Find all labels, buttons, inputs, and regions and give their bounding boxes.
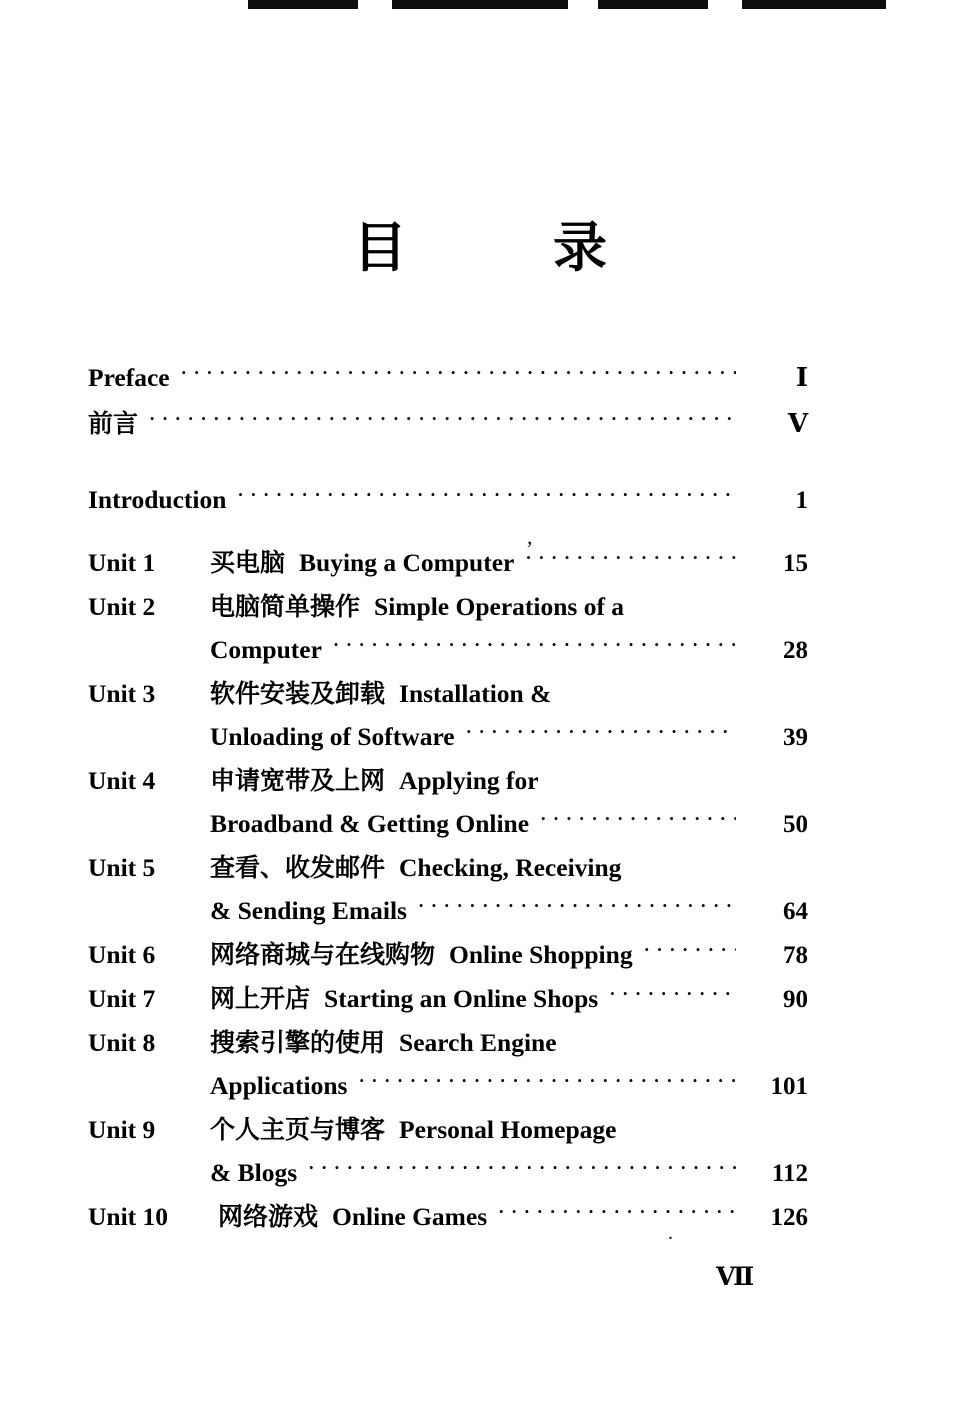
toc-entry-page: 50 bbox=[783, 811, 808, 838]
unit-number: Unit 1 bbox=[88, 548, 156, 577]
leader-dots bbox=[524, 537, 736, 580]
unit-title-en-cont: & Sending Emails bbox=[210, 896, 407, 925]
scan-speck-dot: . bbox=[668, 1222, 673, 1244]
toc-entry-unit-10[interactable] bbox=[88, 1195, 808, 1239]
toc-entry-page: 1 bbox=[795, 487, 808, 514]
toc-entry-page: 101 bbox=[770, 1073, 808, 1100]
unit-title-en: Online Shopping bbox=[449, 940, 633, 969]
unit-title-en-cont: Computer bbox=[210, 635, 322, 664]
toc-entry-page: 90 bbox=[783, 986, 808, 1013]
table-of-contents bbox=[88, 355, 808, 1239]
leader-dots bbox=[539, 798, 736, 841]
leader-dots bbox=[497, 1191, 736, 1234]
unit-title-en: Online Games bbox=[332, 1202, 488, 1231]
unit-title-cn: 申请宽带及上网 bbox=[210, 766, 386, 795]
unit-title-cn: 个人主页与博客 bbox=[210, 1115, 386, 1144]
toc-entry-unit-7[interactable] bbox=[88, 977, 808, 1021]
unit-title-en-cont: & Blogs bbox=[210, 1158, 298, 1187]
toc-entry-unit-4[interactable] bbox=[88, 759, 808, 802]
unit-title-cn: 搜索引擎的使用 bbox=[210, 1028, 386, 1057]
unit-title-cn: 买电脑 bbox=[210, 548, 286, 577]
toc-entry-unit-5-continuation[interactable] bbox=[88, 889, 808, 933]
unit-title-cn: 查看、收发邮件 bbox=[210, 853, 386, 882]
unit-number: Unit 8 bbox=[88, 1028, 156, 1057]
toc-entry-unit-9-continuation[interactable] bbox=[88, 1151, 808, 1195]
toc-entry-page: 15 bbox=[783, 550, 808, 577]
unit-title-en: Personal Homepage bbox=[399, 1115, 617, 1144]
unit-title-en: Search Engine bbox=[399, 1028, 557, 1057]
unit-number: Unit 2 bbox=[88, 592, 156, 621]
unit-title-en: Applying for bbox=[399, 766, 539, 795]
leader-dots bbox=[148, 397, 736, 442]
unit-number: Unit 7 bbox=[88, 984, 156, 1013]
toc-entry-unit-8-continuation[interactable] bbox=[88, 1064, 808, 1108]
toc-entry-qianyan[interactable] bbox=[88, 401, 808, 447]
unit-title-en: Starting an Online Shops bbox=[324, 984, 599, 1013]
toc-entry-page: 112 bbox=[771, 1160, 808, 1187]
unit-title-en: Installation & bbox=[399, 679, 552, 708]
toc-entry-unit-2[interactable] bbox=[88, 585, 808, 628]
unit-title-cn: 电脑简单操作 bbox=[210, 592, 361, 621]
toc-entry-page: 64 bbox=[783, 898, 808, 925]
unit-number: Unit 6 bbox=[88, 940, 156, 969]
toc-entry-label: 前言 bbox=[88, 409, 139, 438]
unit-number: Unit 5 bbox=[88, 853, 156, 882]
leader-dots bbox=[608, 973, 736, 1016]
toc-entry-unit-9[interactable] bbox=[88, 1108, 808, 1151]
leader-dots bbox=[236, 473, 736, 518]
toc-entry-label: Introduction bbox=[88, 485, 227, 514]
toc-entry-page: Ⅴ bbox=[787, 409, 808, 438]
toc-entry-unit-3[interactable] bbox=[88, 672, 808, 715]
toc-entry-page: Ⅰ bbox=[795, 363, 808, 392]
toc-entry-page: 39 bbox=[783, 724, 808, 751]
toc-entry-preface[interactable] bbox=[88, 355, 808, 401]
page-folio: Ⅶ bbox=[715, 1264, 755, 1291]
unit-number: Unit 4 bbox=[88, 766, 156, 795]
toc-entry-unit-1[interactable] bbox=[88, 541, 808, 585]
unit-title-en-cont: Unloading of Software bbox=[210, 722, 455, 751]
leader-dots bbox=[643, 929, 736, 972]
unit-number: Unit 3 bbox=[88, 679, 156, 708]
leader-dots bbox=[180, 351, 736, 396]
unit-number: Unit 9 bbox=[88, 1115, 156, 1144]
unit-title-en-cont: Applications bbox=[210, 1071, 348, 1100]
scan-speck-comma: , bbox=[527, 524, 533, 549]
unit-title-en: Checking, Receiving bbox=[399, 853, 622, 882]
unit-title-cn: 网上开店 bbox=[210, 984, 311, 1013]
toc-entry-page: 78 bbox=[783, 942, 808, 969]
toc-entry-unit-6[interactable] bbox=[88, 933, 808, 977]
toc-entry-unit-4-continuation[interactable] bbox=[88, 802, 808, 846]
unit-title-cn: 网络商城与在线购物 bbox=[210, 940, 436, 969]
leader-dots bbox=[357, 1060, 736, 1103]
unit-title-en-cont: Broadband & Getting Online bbox=[210, 809, 530, 838]
unit-title-en: Simple Operations of a bbox=[374, 592, 625, 621]
toc-entry-page: 28 bbox=[783, 637, 808, 664]
leader-dots bbox=[417, 885, 736, 928]
toc-entry-unit-2-continuation[interactable] bbox=[88, 628, 808, 672]
toc-entry-unit-5[interactable] bbox=[88, 846, 808, 889]
toc-entry-unit-3-continuation[interactable] bbox=[88, 715, 808, 759]
page-title: 目 录 bbox=[353, 216, 653, 279]
toc-entry-introduction[interactable] bbox=[88, 477, 808, 523]
leader-dots bbox=[465, 711, 736, 754]
toc-entry-unit-8[interactable] bbox=[88, 1021, 808, 1064]
toc-entry-label: Preface bbox=[88, 363, 170, 392]
unit-title-en: Buying a Computer bbox=[299, 548, 515, 577]
leader-dots bbox=[332, 624, 736, 667]
unit-title-cn: 软件安装及卸载 bbox=[210, 679, 386, 708]
unit-title-cn: 网络游戏 bbox=[218, 1202, 319, 1231]
leader-dots bbox=[307, 1147, 736, 1190]
unit-number: Unit 10 bbox=[88, 1202, 169, 1231]
toc-entry-page: 126 bbox=[770, 1204, 808, 1231]
